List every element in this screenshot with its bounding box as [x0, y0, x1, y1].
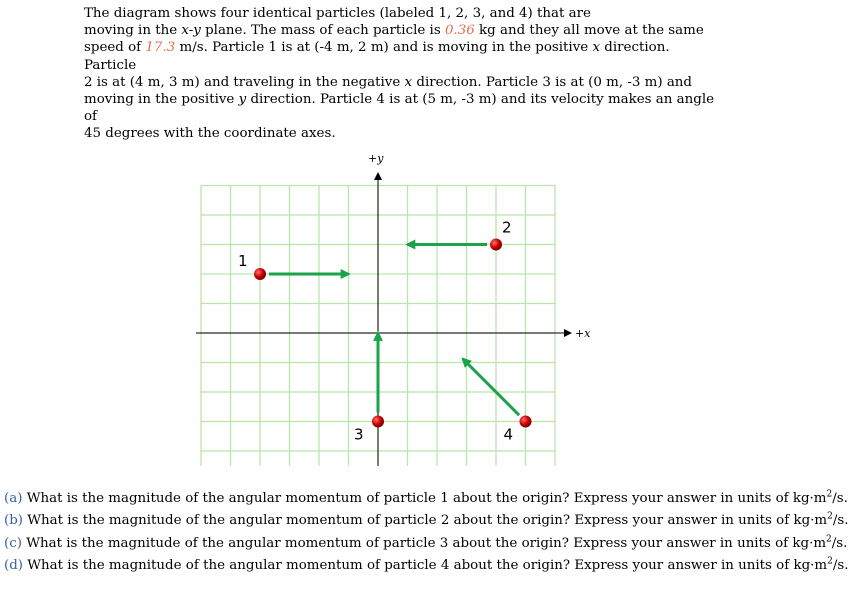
- exponent: 2: [826, 489, 833, 500]
- particle-label-1: 1: [238, 252, 248, 270]
- question-d: [4, 555, 848, 577]
- text-span: 2 is at (4 m, 3 m) and traveling in the negative: [84, 74, 405, 90]
- particle-1: [254, 268, 266, 280]
- exponent: 2: [827, 511, 833, 522]
- question-text: What is the magnitude of the angular momentum of particle 3 about the origin? Express your answer in units of kg·m: [21, 535, 827, 551]
- question-text: What is the magnitude of the angular momentum of particle 1 about the origin? Express your answer in units of kg·m: [22, 491, 827, 506]
- question-text: What is the magnitude of the angular momentum of particle 2 about the origin? Express your answer in units of kg·m: [23, 513, 828, 529]
- unit-end: /s.: [832, 557, 848, 573]
- plane-label: x-y: [181, 23, 201, 39]
- particle-label-2: 2: [502, 218, 512, 237]
- particle-label-3: 3: [354, 425, 364, 444]
- text-span: moving in the positive: [84, 92, 239, 108]
- y-variable: y: [238, 92, 247, 108]
- particles: [238, 219, 532, 444]
- text-span: direction. Particle: [84, 40, 670, 73]
- question-label: (b): [4, 513, 24, 529]
- text-span: m/s. Particle 1 is at (-4 m, 2 m) and is moving in the positive: [175, 40, 593, 56]
- speed-value: 17.3: [145, 40, 176, 56]
- unit-end: /s.: [831, 535, 848, 551]
- problem-line-5: [84, 91, 724, 125]
- particle-4: [520, 416, 532, 428]
- question-b: [4, 510, 848, 532]
- problem-line-4: [84, 74, 724, 91]
- question-a: [4, 488, 848, 510]
- problem-statement: [84, 5, 724, 143]
- text-span: direction. Particle 4 is at (5 m, -3 m) and its velocity makes an angle of: [84, 92, 715, 125]
- text-span: speed of: [84, 40, 146, 56]
- particle-diagram: [190, 146, 610, 476]
- problem-line-3: [84, 39, 724, 73]
- particle-3: [372, 416, 384, 428]
- x-axis-label: +x: [575, 327, 591, 340]
- exponent: 2: [827, 556, 833, 567]
- problem-line-6: 45 degrees with the coordinate axes.: [84, 126, 336, 142]
- text-span: moving in the: [84, 23, 182, 39]
- exponent: 2: [826, 534, 832, 545]
- question-list: [4, 488, 848, 577]
- problem-line-2: [84, 22, 724, 39]
- text-span: direction. Particle 3 is at (0 m, -3 m) and: [412, 74, 693, 90]
- velocity-arrow-4: [463, 359, 519, 415]
- x-variable: x: [404, 74, 413, 90]
- question-label: (d): [4, 557, 24, 573]
- unit-end: /s.: [832, 491, 848, 506]
- particle-2: [490, 239, 502, 251]
- question-text: What is the magnitude of the angular momentum of particle 4 about the origin? Express your answer in units of kg·m: [23, 557, 828, 573]
- axes: [196, 152, 591, 466]
- question-c: [4, 533, 848, 555]
- text-span: plane. The mass of each particle is: [200, 23, 445, 39]
- unit-end: /s.: [832, 513, 848, 529]
- problem-line-1: The diagram shows four identical particles (labeled 1, 2, 3, and 4) that are: [84, 6, 591, 21]
- x-variable: x: [592, 40, 601, 56]
- text-span: kg and they all move at the same: [474, 23, 704, 39]
- particle-label-4: 4: [503, 425, 514, 444]
- y-axis-label: +y: [368, 152, 384, 165]
- question-label: (c): [4, 535, 22, 551]
- question-label: (a): [4, 491, 23, 506]
- mass-value: 0.36: [444, 23, 475, 39]
